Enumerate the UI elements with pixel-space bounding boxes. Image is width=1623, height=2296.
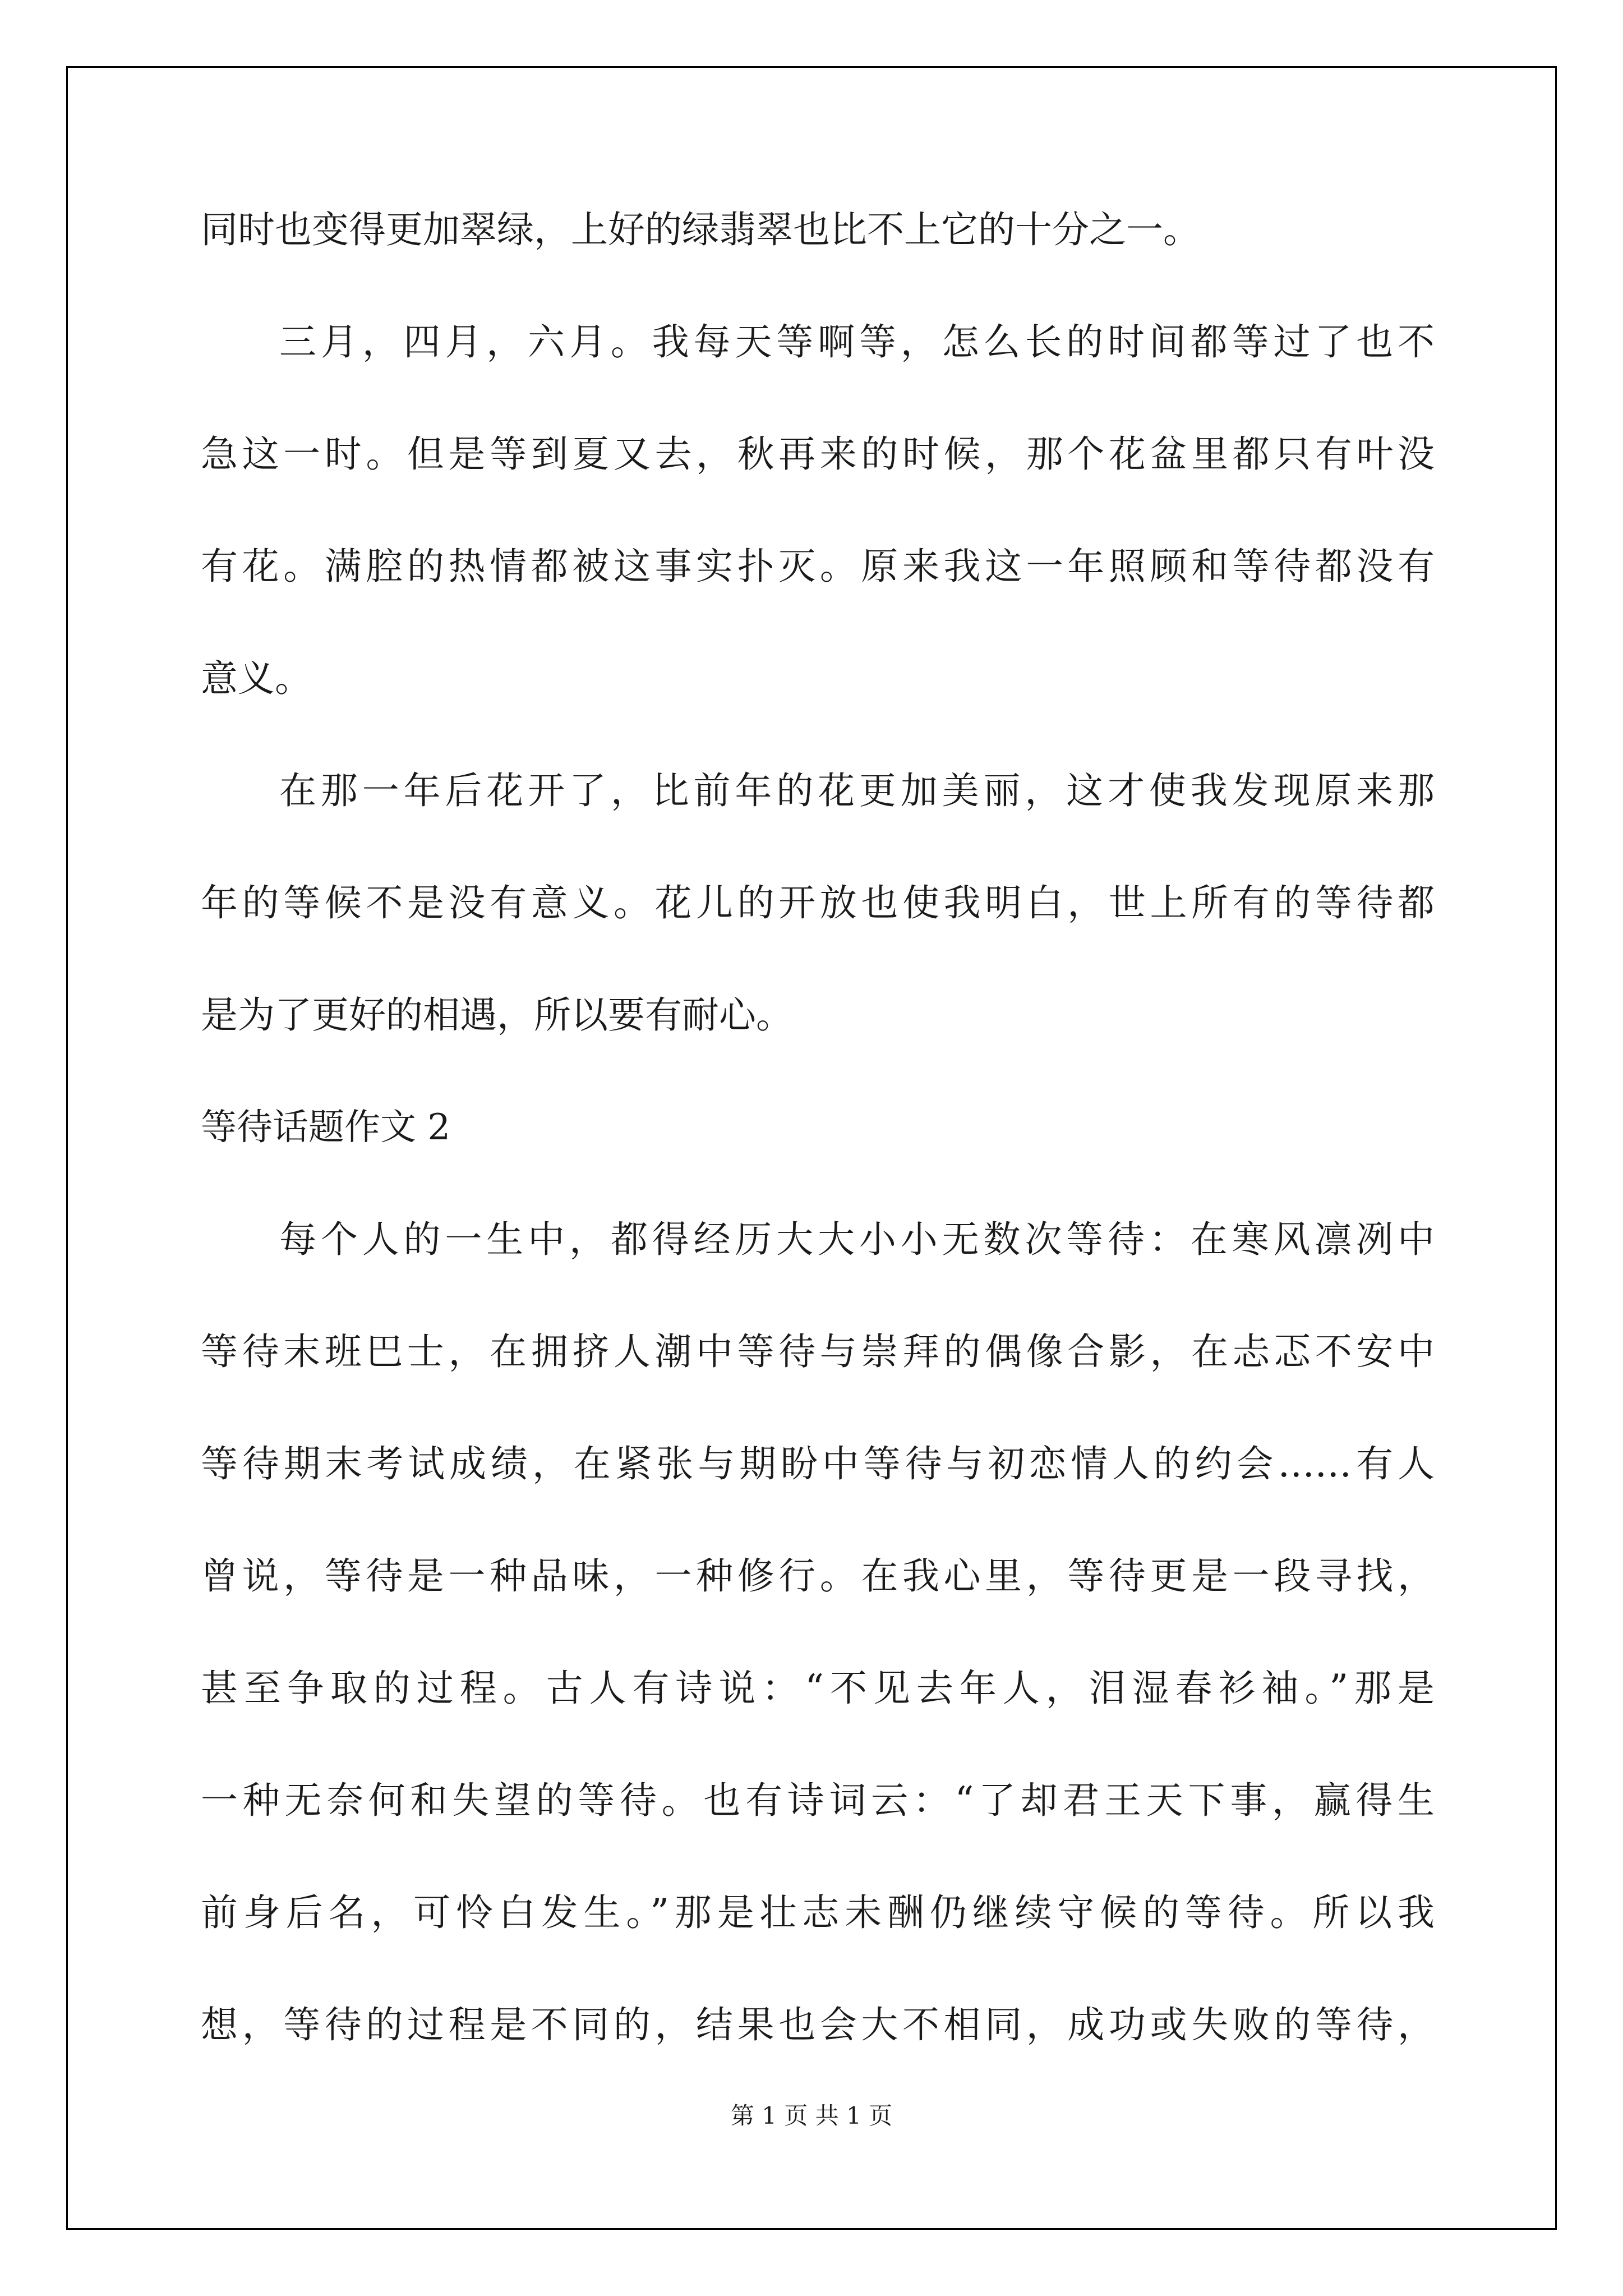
paragraph-line: 前身后名，可怜白发生。”那是壮志未酬仍继续守候的等待。所以我 bbox=[201, 1891, 1435, 1934]
page-footer: 第 1 页 共 1 页 bbox=[730, 2102, 893, 2129]
paragraph-line: 一种无奈何和失望的等待。也有诗词云：“了却君王天下事，赢得生 bbox=[201, 1779, 1435, 1822]
paragraph-line: 急这一时。但是等到夏又去，秋再来的时候，那个花盆里都只有叶没 bbox=[201, 432, 1435, 476]
paragraph-line: 等待期末考试成绩，在紧张与期盼中等待与初恋情人的约会……有人 bbox=[201, 1442, 1435, 1485]
paragraph-line: 是为了更好的相遇，所以要有耐心。 bbox=[201, 993, 793, 1037]
paragraph-line: 每个人的一生中，都得经历大大小小无数次等待：在寒风凛冽中 bbox=[279, 1218, 1435, 1261]
paragraph-line: 有花。满腔的热情都被这事实扑灭。原来我这一年照顾和等待都没有 bbox=[201, 545, 1435, 588]
section-heading: 等待话题作文 2 bbox=[201, 1107, 451, 1148]
paragraph-line: 甚至争取的过程。古人有诗说：“不见去年人，泪湿春衫袖。”那是 bbox=[201, 1667, 1435, 1710]
paragraph-line: 意义。 bbox=[201, 657, 312, 700]
paragraph-line: 曾说，等待是一种品味，一种修行。在我心里，等待更是一段寻找， bbox=[201, 1554, 1435, 1598]
paragraph-line: 年的等候不是没有意义。花儿的开放也使我明白，世上所有的等待都 bbox=[201, 881, 1435, 924]
paragraph-line: 同时也变得更加翠绿，上好的绿翡翠也比不上它的十分之一。 bbox=[201, 208, 1200, 251]
paragraph-line: 三月，四月，六月。我每天等啊等，怎么长的时间都等过了也不 bbox=[279, 320, 1435, 364]
paragraph-line: 等待末班巴士，在拥挤人潮中等待与崇拜的偶像合影，在忐忑不安中 bbox=[201, 1330, 1435, 1373]
paragraph-line: 在那一年后花开了，比前年的花更加美丽，这才使我发现原来那 bbox=[279, 769, 1435, 812]
paragraph-line: 想，等待的过程是不同的，结果也会大不相同，成功或失败的等待， bbox=[201, 2003, 1435, 2046]
